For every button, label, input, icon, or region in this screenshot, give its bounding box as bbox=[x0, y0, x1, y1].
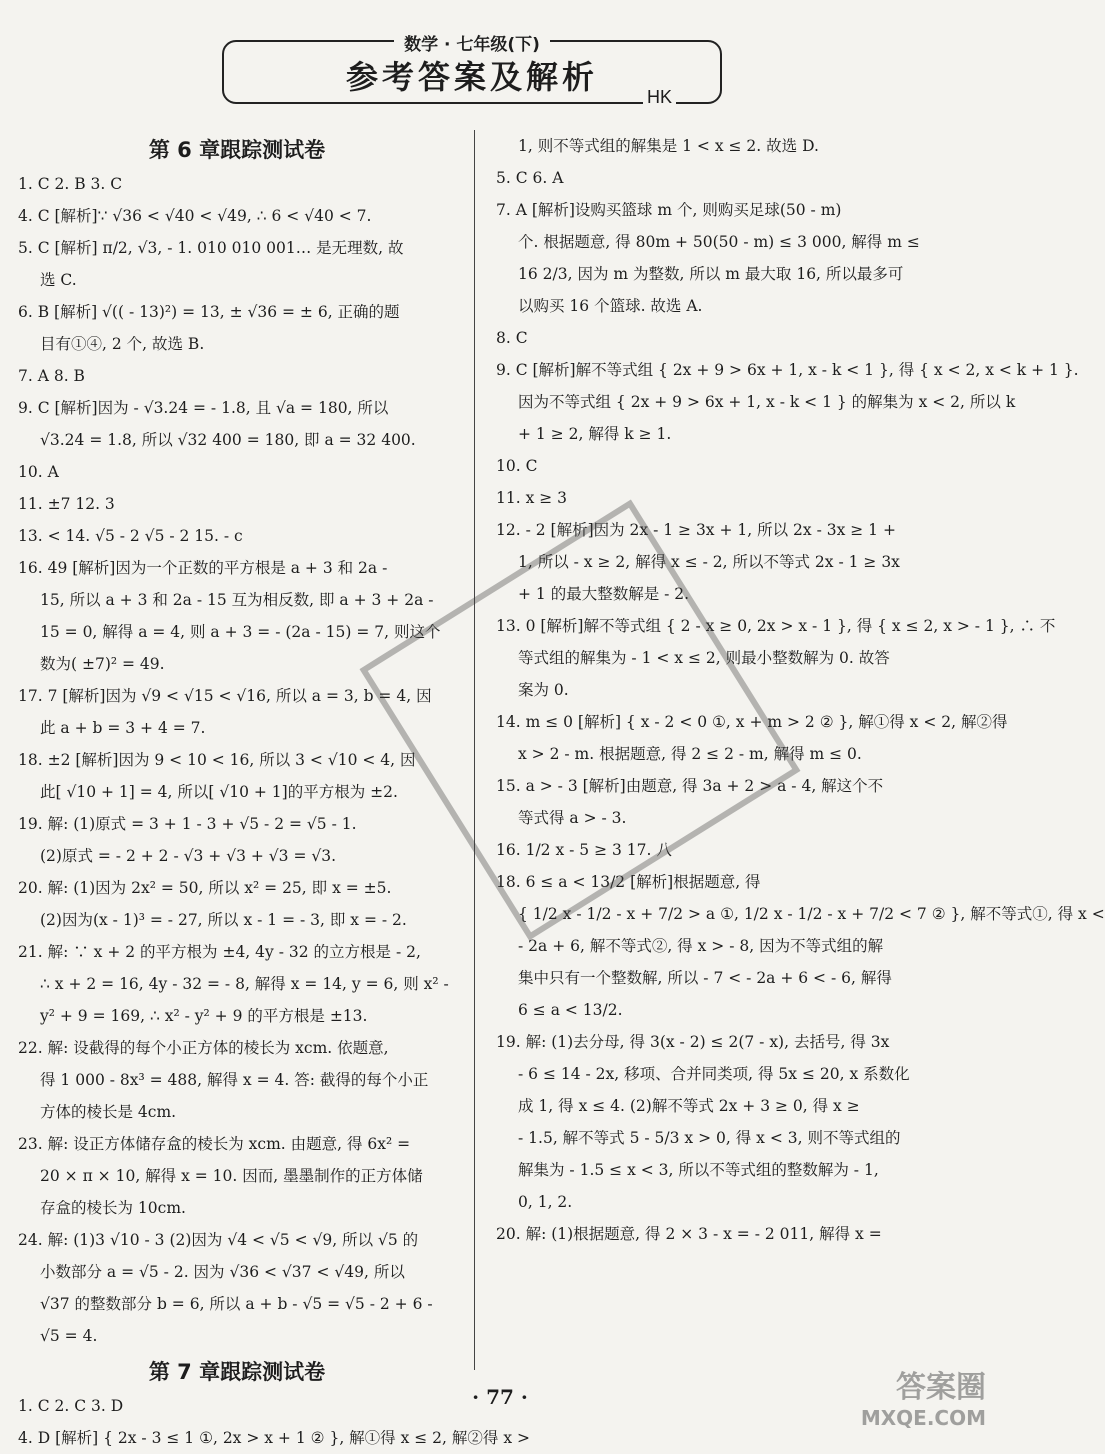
header-subtitle: 数学 · 七年级(下) bbox=[394, 35, 550, 55]
answer-line: 目有①④, 2 个, 故选 B. bbox=[40, 335, 205, 353]
answer-line: 10. C bbox=[496, 457, 538, 475]
answer-line: 5. C [解析] π/2, √3, - 1. 010 010 001… 是无理数, 故 bbox=[18, 239, 404, 257]
answer-line: 5. C 6. A bbox=[496, 169, 564, 187]
answer-line: 9. C [解析]因为 - √3.24 = - 1.8, 且 √a = 180, 所以 bbox=[18, 399, 389, 417]
answer-line: 以购买 16 个篮球. 故选 A. bbox=[518, 297, 703, 315]
answer-line: 小数部分 a = √5 - 2. 因为 √36 < √37 < √49, 所以 bbox=[40, 1263, 405, 1281]
answer-line: 15, 所以 a + 3 和 2a - 15 互为相反数, 即 a + 3 + 2a - bbox=[40, 591, 434, 609]
answer-line: 6 ≤ a < 13/2. bbox=[518, 1001, 623, 1019]
answer-line: 19. 解: (1)去分母, 得 3(x - 2) ≤ 2(7 - x), 去括号, 得 3x bbox=[496, 1033, 890, 1051]
answer-line: 选 C. bbox=[40, 271, 77, 289]
answer-line: 7. A 8. B bbox=[18, 367, 85, 385]
answer-line: 4. C [解析]∵ √36 < √40 < √49, ∴ 6 < √40 < 7. bbox=[18, 207, 372, 225]
answer-line: (2)原式 = - 2 + 2 - √3 + √3 + √3 = √3. bbox=[40, 847, 337, 865]
answer-line: ∴ x + 2 = 16, 4y - 32 = - 8, 解得 x = 14, y = 6, 则 x² - bbox=[40, 975, 449, 993]
left-lines bbox=[18, 168, 456, 1352]
answer-line: 11. x ≥ 3 bbox=[496, 489, 568, 507]
answer-line: 4. D [解析] { 2x - 3 ≤ 1 ①, 2x > x + 1 ② }, 解①得 x ≤ 2, 解②得 x > bbox=[18, 1429, 530, 1447]
answer-line: 因为不等式组 { 2x + 9 > 6x + 1, x - k < 1 } 的解集为 x < 2, 所以 k bbox=[518, 393, 1016, 411]
answer-line: 得 1 000 - 8x³ = 488, 解得 x = 4. 答: 截得的每个小正 bbox=[40, 1071, 429, 1089]
answer-line: 解集为 - 1.5 ≤ x < 3, 所以不等式组的整数解为 - 1, bbox=[518, 1161, 879, 1179]
answer-line: 0, 1, 2. bbox=[518, 1193, 573, 1211]
answer-line: 8. C bbox=[496, 329, 528, 347]
answer-line: 等式组的解集为 - 1 < x ≤ 2, 则最小整数解为 0. 故答 bbox=[518, 649, 890, 667]
answer-line: 20. 解: (1)根据题意, 得 2 × 3 - x = - 2 011, 解得 x = bbox=[496, 1225, 882, 1243]
answer-line: 7. A [解析]设购买篮球 m 个, 则购买足球(50 - m) bbox=[496, 201, 842, 219]
answer-line: 个. 根据题意, 得 80m + 50(50 - m) ≤ 3 000, 解得 m ≤ bbox=[518, 233, 920, 251]
answer-line: { 1/2 x - 1/2 - x + 7/2 > a ①, 1/2 x - 1/2 - x + 7/2 < 7 ② }, 解不等式①, 得 x < bbox=[518, 905, 1105, 923]
answer-line: - 6 ≤ 14 - 2x, 移项、合并同类项, 得 5x ≤ 20, x 系数化 bbox=[518, 1065, 910, 1083]
answer-line: 成 1, 得 x ≤ 4. (2)解不等式 2x + 3 ≥ 0, 得 x ≥ bbox=[518, 1097, 860, 1115]
section-title-ch7: 第 7 章跟踪测试卷 bbox=[148, 1360, 326, 1384]
answer-line: 1. C 2. C 3. D bbox=[18, 1397, 124, 1415]
answer-line: 此 a + b = 3 + 4 = 7. bbox=[40, 719, 206, 737]
answer-line: 12. - 2 [解析]因为 2x - 1 ≥ 3x + 1, 所以 2x - 3x ≥ 1 + bbox=[496, 521, 896, 539]
page-number: · 77 · bbox=[472, 1385, 528, 1409]
answer-line: - 2a + 6, 解不等式②, 得 x > - 8, 因为不等式组的解 bbox=[518, 937, 884, 955]
page-title: 参考答案及解析 bbox=[345, 58, 598, 96]
answer-line: 存盒的棱长为 10cm. bbox=[40, 1199, 186, 1217]
page-header bbox=[222, 35, 722, 107]
answer-line: (2)因为(x - 1)³ = - 27, 所以 x - 1 = - 3, 即 x = - 2. bbox=[40, 911, 407, 929]
answer-line: 22. 解: 设截得的每个小正方体的棱长为 xcm. 依题意, bbox=[18, 1039, 389, 1057]
answer-line: 18. 6 ≤ a < 13/2 [解析]根据题意, 得 bbox=[496, 873, 761, 891]
answer-line: 10. A bbox=[18, 463, 59, 481]
watermark-logo-text: 答案圈 bbox=[896, 1370, 986, 1405]
answer-line: 16 2/3, 因为 m 为整数, 所以 m 最大取 16, 所以最多可 bbox=[518, 265, 904, 283]
answer-line: 集中只有一个整数解, 所以 - 7 < - 2a + 6 < - 6, 解得 bbox=[518, 969, 892, 987]
answer-line: 1, 则不等式组的解集是 1 < x ≤ 2. 故选 D. bbox=[518, 137, 819, 155]
answer-line: 14. m ≤ 0 [解析] { x - 2 < 0 ①, x + m > 2 ② }, 解①得 x < 2, 解②得 bbox=[496, 713, 1008, 731]
watermark-url: MXQE.COM bbox=[860, 1406, 986, 1430]
answer-line: 此[ √10 + 1] = 4, 所以[ √10 + 1]的平方根为 ±2. bbox=[40, 783, 398, 801]
answer-line: 20. 解: (1)因为 2x² = 50, 所以 x² = 25, 即 x = ±5. bbox=[18, 879, 392, 897]
answer-line: 23. 解: 设正方体储存盒的棱长为 xcm. 由题意, 得 6x² = bbox=[18, 1135, 411, 1153]
answer-line: 21. 解: ∵ x + 2 的平方根为 ±4, 4y - 32 的立方根是 - 2, bbox=[18, 943, 421, 961]
answer-line: √5 = 4. bbox=[40, 1327, 98, 1345]
answer-line: y² + 9 = 169, ∴ x² - y² + 9 的平方根是 ±13. bbox=[40, 1007, 368, 1025]
answer-line: 19. 解: (1)原式 = 3 + 1 - 3 + √5 - 2 = √5 - 1. bbox=[18, 815, 357, 833]
answer-line: 16. 1/2 x - 5 ≥ 3 17. 八 bbox=[496, 841, 672, 859]
answer-line: 20 × π × 10, 解得 x = 10. 因而, 墨墨制作的正方体储 bbox=[40, 1167, 423, 1185]
answer-line: 13. 0 [解析]解不等式组 { 2 - x ≥ 0, 2x > x - 1 }, 得 { x ≤ 2, x > - 1 }, ∴ 不 bbox=[496, 617, 1056, 635]
site-watermark bbox=[861, 1362, 986, 1430]
answer-line: 15 = 0, 解得 a = 4, 则 a + 3 = - (2a - 15) = 7, 则这个 bbox=[40, 623, 441, 641]
answer-line: 案为 0. bbox=[518, 681, 569, 699]
answer-line: x > 2 - m. 根据题意, 得 2 ≤ 2 - m, 解得 m ≤ 0. bbox=[518, 745, 862, 763]
answer-line: 9. C [解析]解不等式组 { 2x + 9 > 6x + 1, x - k < 1 }, 得 { x < 2, x < k + 1 }. bbox=[496, 361, 1079, 379]
answer-line: √3.24 = 1.8, 所以 √32 400 = 180, 即 a = 32 400. bbox=[40, 431, 416, 449]
answer-line: √37 的整数部分 b = 6, 所以 a + b - √5 = √5 - 2 + 6 - bbox=[40, 1295, 433, 1313]
answer-line: 6. B [解析] √(( - 13)²) = 13, ± √36 = ± 6, 正确的题 bbox=[18, 303, 400, 321]
edition-tag: HK bbox=[643, 87, 676, 108]
answer-line: + 1 ≥ 2, 解得 k ≥ 1. bbox=[518, 425, 672, 443]
answer-line: 15. a > - 3 [解析]由题意, 得 3a + 2 > a - 4, 解这个不 bbox=[496, 777, 884, 795]
answer-line: 17. 7 [解析]因为 √9 < √15 < √16, 所以 a = 3, b = 4, 因 bbox=[18, 687, 432, 705]
answer-line: 11. ±7 12. 3 bbox=[18, 495, 115, 513]
answer-line: 16. 49 [解析]因为一个正数的平方根是 a + 3 和 2a - bbox=[18, 559, 388, 577]
answer-line: 13. < 14. √5 - 2 √5 - 2 15. - c bbox=[18, 527, 243, 545]
answer-line: - 1.5, 解不等式 5 - 5/3 x > 0, 得 x < 3, 则不等式组的 bbox=[518, 1129, 901, 1147]
section-title-ch6: 第 6 章跟踪测试卷 bbox=[148, 138, 326, 162]
answer-line: + 1 的最大整数解是 - 2. bbox=[518, 585, 690, 603]
answer-line: 24. 解: (1)3 √10 - 3 (2)因为 √4 < √5 < √9, 所以 √5 的 bbox=[18, 1231, 419, 1249]
answer-line: 1. C 2. B 3. C bbox=[18, 175, 123, 193]
answer-line: 数为( ±7)² = 49. bbox=[40, 655, 165, 673]
answer-line: 18. ±2 [解析]因为 9 < 10 < 16, 所以 3 < √10 < 4, 因 bbox=[18, 751, 416, 769]
answer-line: 1, 所以 - x ≥ 2, 解得 x ≤ - 2, 所以不等式 2x - 1 ≥ 3x bbox=[518, 553, 900, 571]
answer-line: 方体的棱长是 4cm. bbox=[40, 1103, 177, 1121]
answer-line: 等式得 a > - 3. bbox=[518, 809, 627, 827]
